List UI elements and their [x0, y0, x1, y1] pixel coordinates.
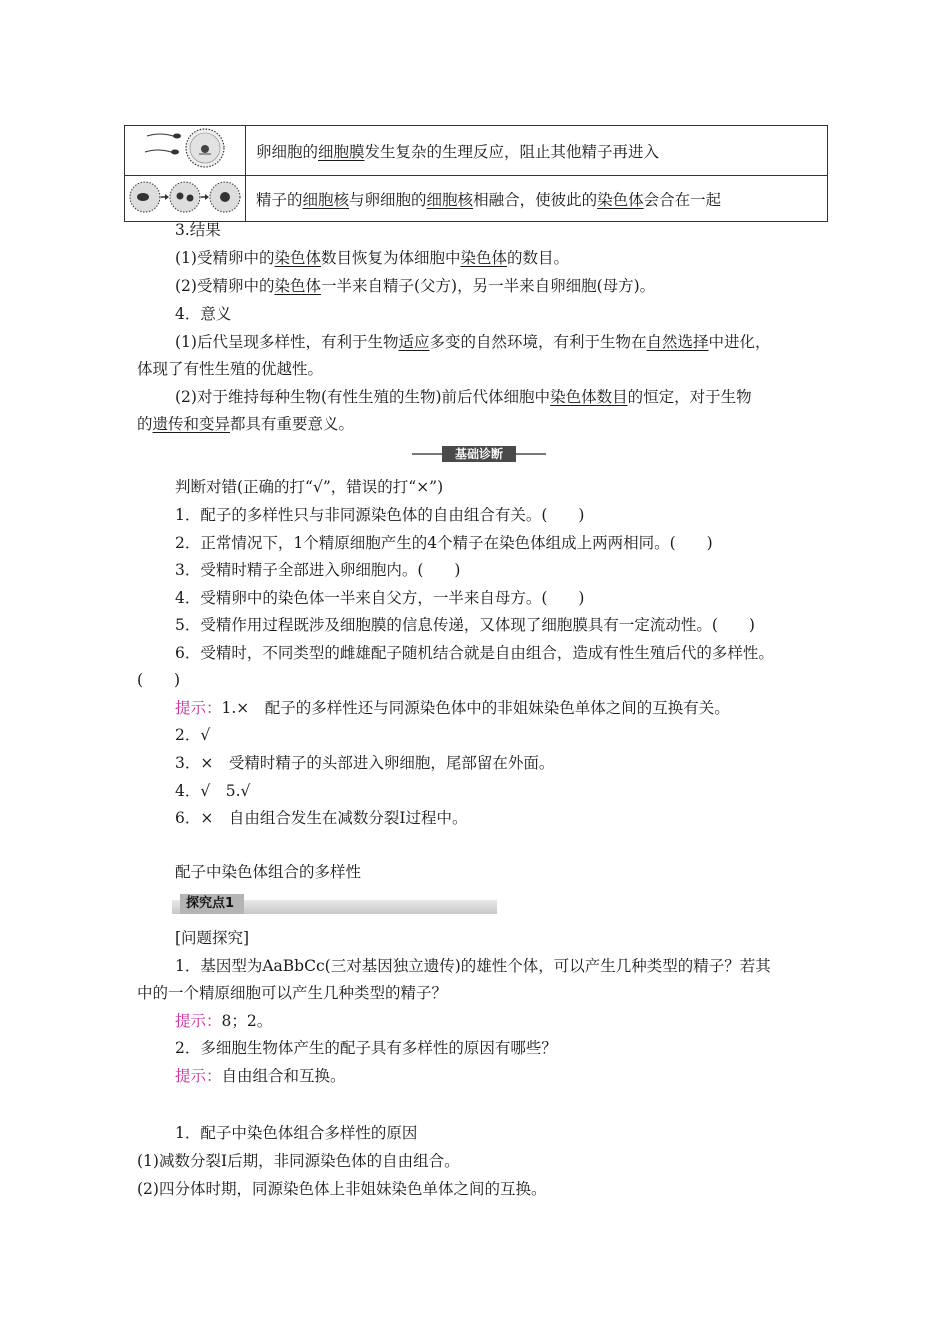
- text: 卵细胞的: [256, 142, 319, 161]
- text: 8；2。: [221, 1012, 273, 1030]
- result-heading: 3.结果: [175, 221, 221, 239]
- text: 多变的自然环境，有利于生物在: [429, 333, 647, 351]
- underlined-term: 细胞核: [302, 190, 350, 209]
- section-title: 配子中染色体组合的多样性: [175, 863, 362, 881]
- text: 会合在一起: [643, 190, 722, 209]
- text: 的恒定，对于生物: [627, 388, 752, 406]
- text: 发生复杂的生理反应，阻止其他精子再进入: [364, 142, 660, 161]
- answer-1: [175, 696, 730, 718]
- judge-item-3: 3．受精时精子全部进入卵细胞内。( ): [175, 561, 461, 579]
- table-cell-text: [246, 176, 828, 222]
- result-line-2: [175, 274, 655, 296]
- banner-label: 探究点1: [180, 894, 244, 914]
- table-row: [125, 176, 828, 222]
- text: (1)受精卵中的: [175, 249, 275, 267]
- text: (2)受精卵中的: [175, 277, 275, 295]
- judge-item-4: 4．受精卵中的染色体一半来自父方，一半来自母方。( ): [175, 589, 585, 607]
- text: 相融合，使彼此的: [473, 190, 598, 209]
- text: 数目恢复为体细胞中: [320, 249, 461, 267]
- underlined-term: 染色体: [460, 249, 508, 267]
- nuclei-fusion-illustration: [125, 176, 246, 222]
- badge-label: 基础诊断: [442, 446, 516, 462]
- badge-right-rule: [516, 453, 546, 455]
- text: 中进化，: [708, 333, 771, 351]
- underlined-term: 适应: [398, 333, 430, 351]
- answer-4-5: 4．√ 5.√: [175, 782, 251, 800]
- underlined-term: 遗传和变异: [152, 415, 231, 433]
- judge-item-6-cont: ( ): [137, 671, 181, 689]
- answer-6: 6．× 自由组合发生在减数分裂Ⅰ过程中。: [175, 809, 468, 827]
- tip-label: 提示：: [175, 1067, 222, 1085]
- judge-item-5: 5．受精作用过程既涉及细胞膜的信息传递，又体现了细胞膜具有一定流动性。( ): [175, 616, 755, 634]
- tip-label: 提示：: [175, 1012, 222, 1030]
- meaning-line-2-cont: [137, 412, 354, 434]
- answer-2: 2．√: [175, 726, 211, 744]
- fertilization-table: [124, 125, 828, 222]
- underlined-term: 染色体: [274, 277, 321, 295]
- summary-point-2: (2)四分体时期，同源染色体上非姐妹染色单体之间的互换。: [137, 1180, 547, 1198]
- underlined-term: 细胞核: [426, 190, 474, 209]
- table-row: [125, 126, 828, 176]
- text: 一半来自精子(父方)，另一半来自卵细胞(母方)。: [320, 277, 656, 295]
- text: (1)后代呈现多样性，有利于生物: [175, 333, 399, 351]
- text: 1.× 配子的多样性还与同源染色体中的非姐妹染色单体之间的互换有关。: [221, 699, 730, 717]
- explore-point-banner: [172, 894, 497, 914]
- meaning-line-1-cont: 体现了有性生殖的优越性。: [137, 360, 324, 378]
- badge-left-rule: [412, 453, 442, 455]
- judge-item-2: 2．正常情况下，1个精原细胞产生的4个精子在染色体组成上两两相同。( ): [175, 534, 713, 552]
- underlined-term: 染色体数目: [550, 388, 628, 406]
- text: 的: [137, 415, 153, 433]
- text: 都具有重要意义。: [230, 415, 355, 433]
- underlined-term: 染色体: [597, 190, 644, 209]
- tip-label: 提示：: [175, 699, 222, 717]
- text: 的数目。: [507, 249, 570, 267]
- answer-q2: [175, 1064, 346, 1086]
- inquiry-heading: [问题探究]: [175, 929, 250, 947]
- result-line-1: [175, 246, 569, 268]
- judge-item-6: 6．受精时，不同类型的雌雄配子随机结合就是自由组合，造成有性生殖后代的多样性。: [175, 644, 774, 662]
- section-badge: [412, 446, 546, 462]
- question-1: 1．基因型为AaBbCc(三对基因独立遗传)的雄性个体，可以产生几种类型的精子？若其: [175, 957, 771, 975]
- sperm-approach-illustration: [125, 126, 246, 176]
- question-2: 2．多细胞生物体产生的配子具有多样性的原因有哪些？: [175, 1039, 557, 1057]
- text: 自由组合和互换。: [221, 1067, 346, 1085]
- underlined-term: 自然选择: [646, 333, 709, 351]
- judge-intro: 判断对错(正确的打“√”，错误的打“×”): [175, 478, 444, 496]
- judge-item-1: 1．配子的多样性只与非同源染色体的自由组合有关。( ): [175, 506, 585, 524]
- table-cell-text: [246, 126, 828, 176]
- text: 精子的: [256, 190, 303, 209]
- question-1-cont: 中的一个精原细胞可以产生几种类型的精子？: [137, 984, 448, 1002]
- text: 与卵细胞的: [349, 190, 427, 209]
- meaning-heading: 4．意义: [175, 305, 232, 323]
- summary-heading: 1．配子中染色体组合多样性的原因: [175, 1124, 418, 1142]
- answer-3: 3．× 受精时精子的头部进入卵细胞，尾部留在外面。: [175, 754, 555, 772]
- meaning-line-2: [175, 385, 752, 407]
- underlined-term: 细胞膜: [318, 142, 365, 161]
- answer-q1: [175, 1009, 272, 1031]
- underlined-term: 染色体: [274, 249, 321, 267]
- summary-point-1: (1)减数分裂Ⅰ后期，非同源染色体的自由组合。: [137, 1152, 460, 1170]
- meaning-line-1: [175, 330, 771, 352]
- text: (2)对于维持每种生物(有性生殖的生物)前后代体细胞中: [175, 388, 551, 406]
